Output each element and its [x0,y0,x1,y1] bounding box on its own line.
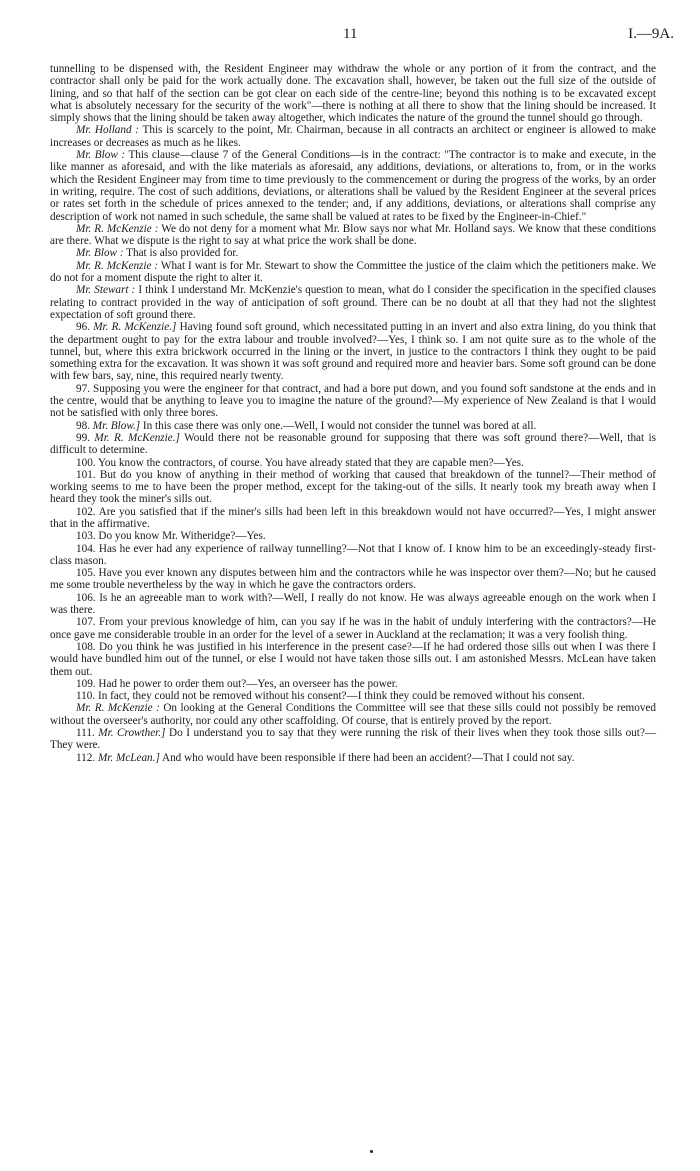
paragraph [50,752,656,764]
paragraph [50,260,656,285]
question-number: 102. [76,505,96,518]
paragraph-text: Supposing you were the engineer for that contract, and had a bore put down, and you found soft sandstone at the ends and in the centre, would that be anything to leave you to imagine the nature of the ground?—My experience of New Zealand is that I would not be satisfied with only three bores. [50,382,657,420]
paragraph-text: We do not deny for a moment what Mr. Blow says nor what Mr. Holland says. We know that these conditions are there. What we dispute is the right to say at what price the work shall be done. [50,222,656,248]
document-body [50,63,656,764]
paragraph-text: Having found soft ground, which necessitated putting in an invert and also extra lining, do you think that the department ought to pay for the extra labour and trouble involved?—Yes, I think so. I am not quite sure as to the whole of the tunnel, but, where this extra brickwork occurred in the lining or the invert, in justice to the contractors I think they ought to be paid something extra for the excavation. It was shown it was soft ground and required more and heavier bars. Some soft ground can be done with few bars, say, nine, this required nearly twenty. [50,321,657,383]
paragraph-text: Would there not be reasonable ground for supposing that there was soft ground there?—Well, that is difficult to determine. [50,431,656,457]
paragraph-text: You know the contractors, of course. You have already stated that they are capable men?—Yes. [97,456,524,469]
speaker-name: Mr. R. McKenzie : [76,259,159,272]
question-number: 111. [76,727,95,740]
paragraph-text: Has he ever had any experience of railway tunnelling?—Not that I know of. I know him to be an exceedingly-steady first-class mason. [50,542,657,567]
question-number: 99. [76,431,90,444]
paragraph [50,63,656,124]
paragraph [50,530,656,542]
paragraph-text: Are you satisfied that if the miner's sills had been left in this breakdown would not have occurred?—Yes, I might answer that in the affirmative. [50,505,656,530]
question-number: 104. [76,542,96,555]
question-number: 96. [76,321,90,334]
paragraph [50,284,656,321]
paragraph [50,543,656,568]
paragraph [50,432,656,457]
paragraph-text: From your previous knowledge of him, can you say if he was in the habit of unduly interfering with the contractors?—He once gave me considerable trouble in an order for the level of a sewer in Auckland at the reclamation; it was a very foolish thing. [50,616,657,641]
page-number: 11 [343,26,358,42]
paragraph [50,702,656,727]
paragraph-text: Do I understand you to say that they were running the risk of their lives when they took those sills out?—They were. [50,727,657,752]
paragraph-text: I think I understand Mr. McKenzie's question to mean, what do I consider the specification in the specified clauses relating to contract provided in the way of anticipation of soft ground. There can be no doubt at all that they had not the slightest expectation of soft ground there. [50,284,657,321]
paragraph-text: tunnelling to be dispensed with, the Resident Engineer may withdraw the whole or any portion of it from the contract, and the contractor shall only be paid for the work actually done. The excavation shall, however, be taken out the full size of the outside of lining, and so that half of the section can be got clear on each side of the centre-line; beyond this nothing is to be excavated except what is absolutely necessary for the security of the work"—there is nothing at all there to show that the lining should be increased. It simply shows that the lining should be taken away altogether, which indicates the nature of the ground the tunnel should go through. [50,63,656,125]
speaker-name: Mr. R. McKenzie.] [93,321,177,334]
question-number: 98. [76,419,90,432]
question-number: 100. [76,456,96,469]
document-reference: I.—9A. [628,26,674,42]
speaker-name: Mr. Blow : [76,149,126,162]
paragraph [50,420,656,432]
speaker-name: Mr. R. McKenzie.] [94,431,180,444]
speaker-name: Mr. Crowther.] [98,727,166,740]
paragraph [50,616,656,641]
paragraph [50,727,656,752]
paragraph [50,506,656,531]
question-number: 112. [76,751,96,764]
paragraph-text: And who would have been responsible if there had been an accident?—That I could not say. [162,751,575,764]
paragraph-text: This is scarcely to the point, Mr. Chairman, because in all contracts an architect or engineer is allowed to make increases or decreases as much as he likes. [50,124,656,149]
question-number: 105. [76,567,96,580]
speaker-name: Mr. R. McKenzie : [76,222,159,235]
paragraph-text: Do you know Mr. Witheridge?—Yes. [98,530,266,543]
paragraph [50,247,656,259]
paragraph [50,567,656,592]
paragraph-text: Is he an agreeable man to work with?—Well, I really do not know. He was always agreeable enough on the work when I was there. [50,591,657,617]
question-number: 101. [76,468,96,481]
footer-dot [370,1150,373,1153]
speaker-name: Mr. Blow : [76,247,124,260]
question-number: 109. [76,677,96,690]
paragraph-text: In fact, they could not be removed without his consent?—I think they could be removed without his consent. [97,690,585,703]
paragraph-text: Do you think he was justified in his interference in the present case?—If he had ordered those sills out when I was there I would have bundled him out of the tunnel, or else I would not have taken those sills out. I am astonished Messrs. McLean have taken them out. [50,640,657,678]
question-number: 108. [76,640,96,653]
paragraph [50,641,656,678]
paragraph-text: That is also provided for. [126,247,239,260]
paragraph-text: Had he power to order them out?—Yes, an overseer has the power. [98,677,398,690]
paragraph [50,457,656,469]
paragraph-text: In this case there was only one.—Well, I would not consider the tunnel was bored at all. [142,419,537,432]
speaker-name: Mr. Holland : [76,124,140,137]
speaker-name: Mr. R. McKenzie : [76,702,160,715]
paragraph [50,592,656,617]
paragraph [50,149,656,223]
speaker-name: Mr. McLean.] [97,751,160,764]
speaker-name: Mr. Stewart : [76,284,136,297]
paragraph [50,383,656,420]
question-number: 97. [76,382,90,395]
paragraph-text: On looking at the General Conditions the Committee will see that these sills could not possibly be removed without the overseer's authority, nor could any other scaffolding. Of course, that is entirely proved by the report. [50,702,656,727]
paragraph-text: This clause—clause 7 of the General Conditions—is in the contract: "The contractor is to make and execute, in the like manner as aforesaid, and with the like materials as aforesaid, any additions, deviations, or alterations to, from, or in the works which the Resident Engineer may from time to time previously to the commencement or during the progress of the works, by an order in writing, require. The cost of such additions, deviations, or alterations shall be valued by the Resident Engineer at the several prices or rates set forth in the schedule of prices annexed to the tender; and, if any additions, deviations, or alterations shall comprise any description of work not named in such schedule, the same shall be valued at rates to be fixed by the Engineer-in-Chief." [50,149,657,223]
paragraph-text: But do you know of anything in their method of working that caused that breakdown of the tunnel?—Their method of working seems to me to have been the proper method, except for the taking-out of the sills. It nearly took my breath away when I heard they took the miner's sills out. [50,468,657,506]
speaker-name: Mr. Blow.] [92,419,141,432]
paragraph [50,678,656,690]
paragraph-text: What I want is for Mr. Stewart to show the Committee the justice of the claim which the petitioners make. We do not for a moment dispute the right to alter it. [50,259,656,285]
paragraph [50,124,656,149]
paragraph [50,690,656,702]
paragraph [50,321,656,382]
question-number: 106. [76,591,96,604]
page-header [0,26,700,48]
paragraph [50,469,656,506]
question-number: 103. [76,530,96,543]
paragraph-text: Have you ever known any disputes between him and the contractors while he was inspector over them?—No; but he caused me some trouble nevertheless by the way in which he gave the contractors orders. [50,567,657,592]
paragraph [50,223,656,248]
question-number: 110. [76,690,96,703]
question-number: 107. [76,616,96,629]
